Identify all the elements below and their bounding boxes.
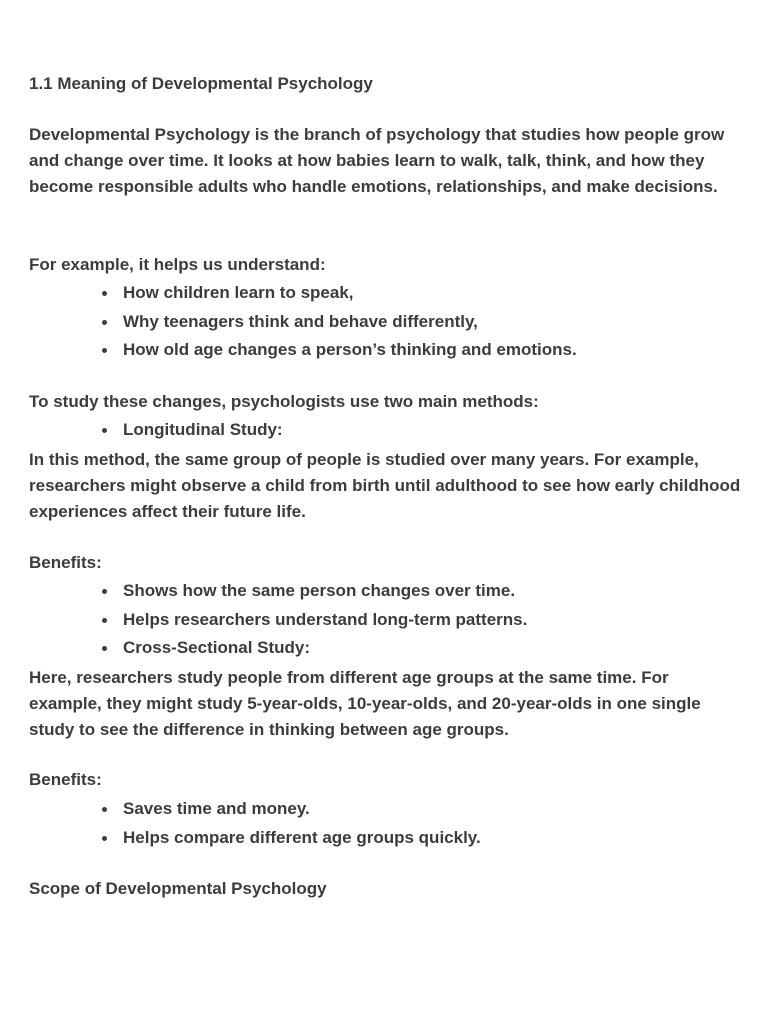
bullet-icon bbox=[102, 291, 107, 296]
bullet-icon bbox=[102, 428, 107, 433]
bullet-icon bbox=[102, 348, 107, 353]
list-item bbox=[29, 279, 744, 308]
bullet-icon bbox=[102, 320, 107, 325]
method-2-paragraph: Here, researchers study people from different age groups at the same time. For example, they might study 5-year-olds, 10-year-olds, and 20-year-olds in one single study to see the difference in thinking between age groups. bbox=[29, 668, 701, 739]
list-item-text: Shows how the same person changes over time. bbox=[123, 581, 516, 600]
example-bullet-list bbox=[29, 279, 744, 365]
methods-intro: To study these changes, psychologists use two main methods: bbox=[29, 392, 539, 411]
example-intro: For example, it helps us understand: bbox=[29, 255, 326, 274]
benefits-1-list bbox=[29, 577, 744, 663]
list-item bbox=[29, 824, 744, 853]
list-item bbox=[29, 634, 744, 663]
bullet-icon bbox=[102, 836, 107, 841]
method-title: Cross-Sectional Study: bbox=[123, 638, 311, 657]
list-item bbox=[29, 308, 744, 337]
bullet-icon bbox=[102, 646, 107, 651]
benefits-2-list bbox=[29, 795, 744, 852]
section-heading: Scope of Developmental Psychology bbox=[29, 879, 327, 898]
bullet-icon bbox=[102, 618, 107, 623]
list-item bbox=[29, 606, 744, 635]
bullet-icon bbox=[102, 807, 107, 812]
list-item-text: Helps researchers understand long-term patterns. bbox=[123, 609, 528, 629]
method-title: Longitudinal Study: bbox=[123, 420, 283, 439]
list-item bbox=[29, 416, 744, 445]
list-item-text: Helps compare different age groups quickly. bbox=[123, 827, 481, 847]
intro-paragraph: Developmental Psychology is the branch of psychology that studies how people grow and change over time. It looks at how babies learn to walk, talk, think, and how they become responsible adults who handle emotions, relationships, and make decisions. bbox=[29, 125, 725, 196]
list-item-text: How children learn to speak, bbox=[123, 283, 354, 302]
benefits-label: Benefits: bbox=[29, 553, 102, 572]
list-item bbox=[29, 795, 744, 824]
list-item-text: Saves time and money. bbox=[123, 799, 310, 818]
list-item bbox=[29, 577, 744, 606]
bullet-icon bbox=[102, 589, 107, 594]
list-item bbox=[29, 336, 744, 365]
method-1-paragraph: In this method, the same group of people is studied over many years. For example, researchers might observe a child from birth until adulthood to see how early childhood experiences affect their future life. bbox=[29, 450, 741, 521]
method-1-bullet bbox=[29, 416, 744, 445]
section-heading: 1.1 Meaning of Developmental Psychology bbox=[29, 74, 373, 93]
benefits-label: Benefits: bbox=[29, 770, 102, 789]
list-item-text: How old age changes a person’s thinking and emotions. bbox=[123, 340, 577, 359]
list-item-text: Why teenagers think and behave differently, bbox=[123, 311, 478, 331]
